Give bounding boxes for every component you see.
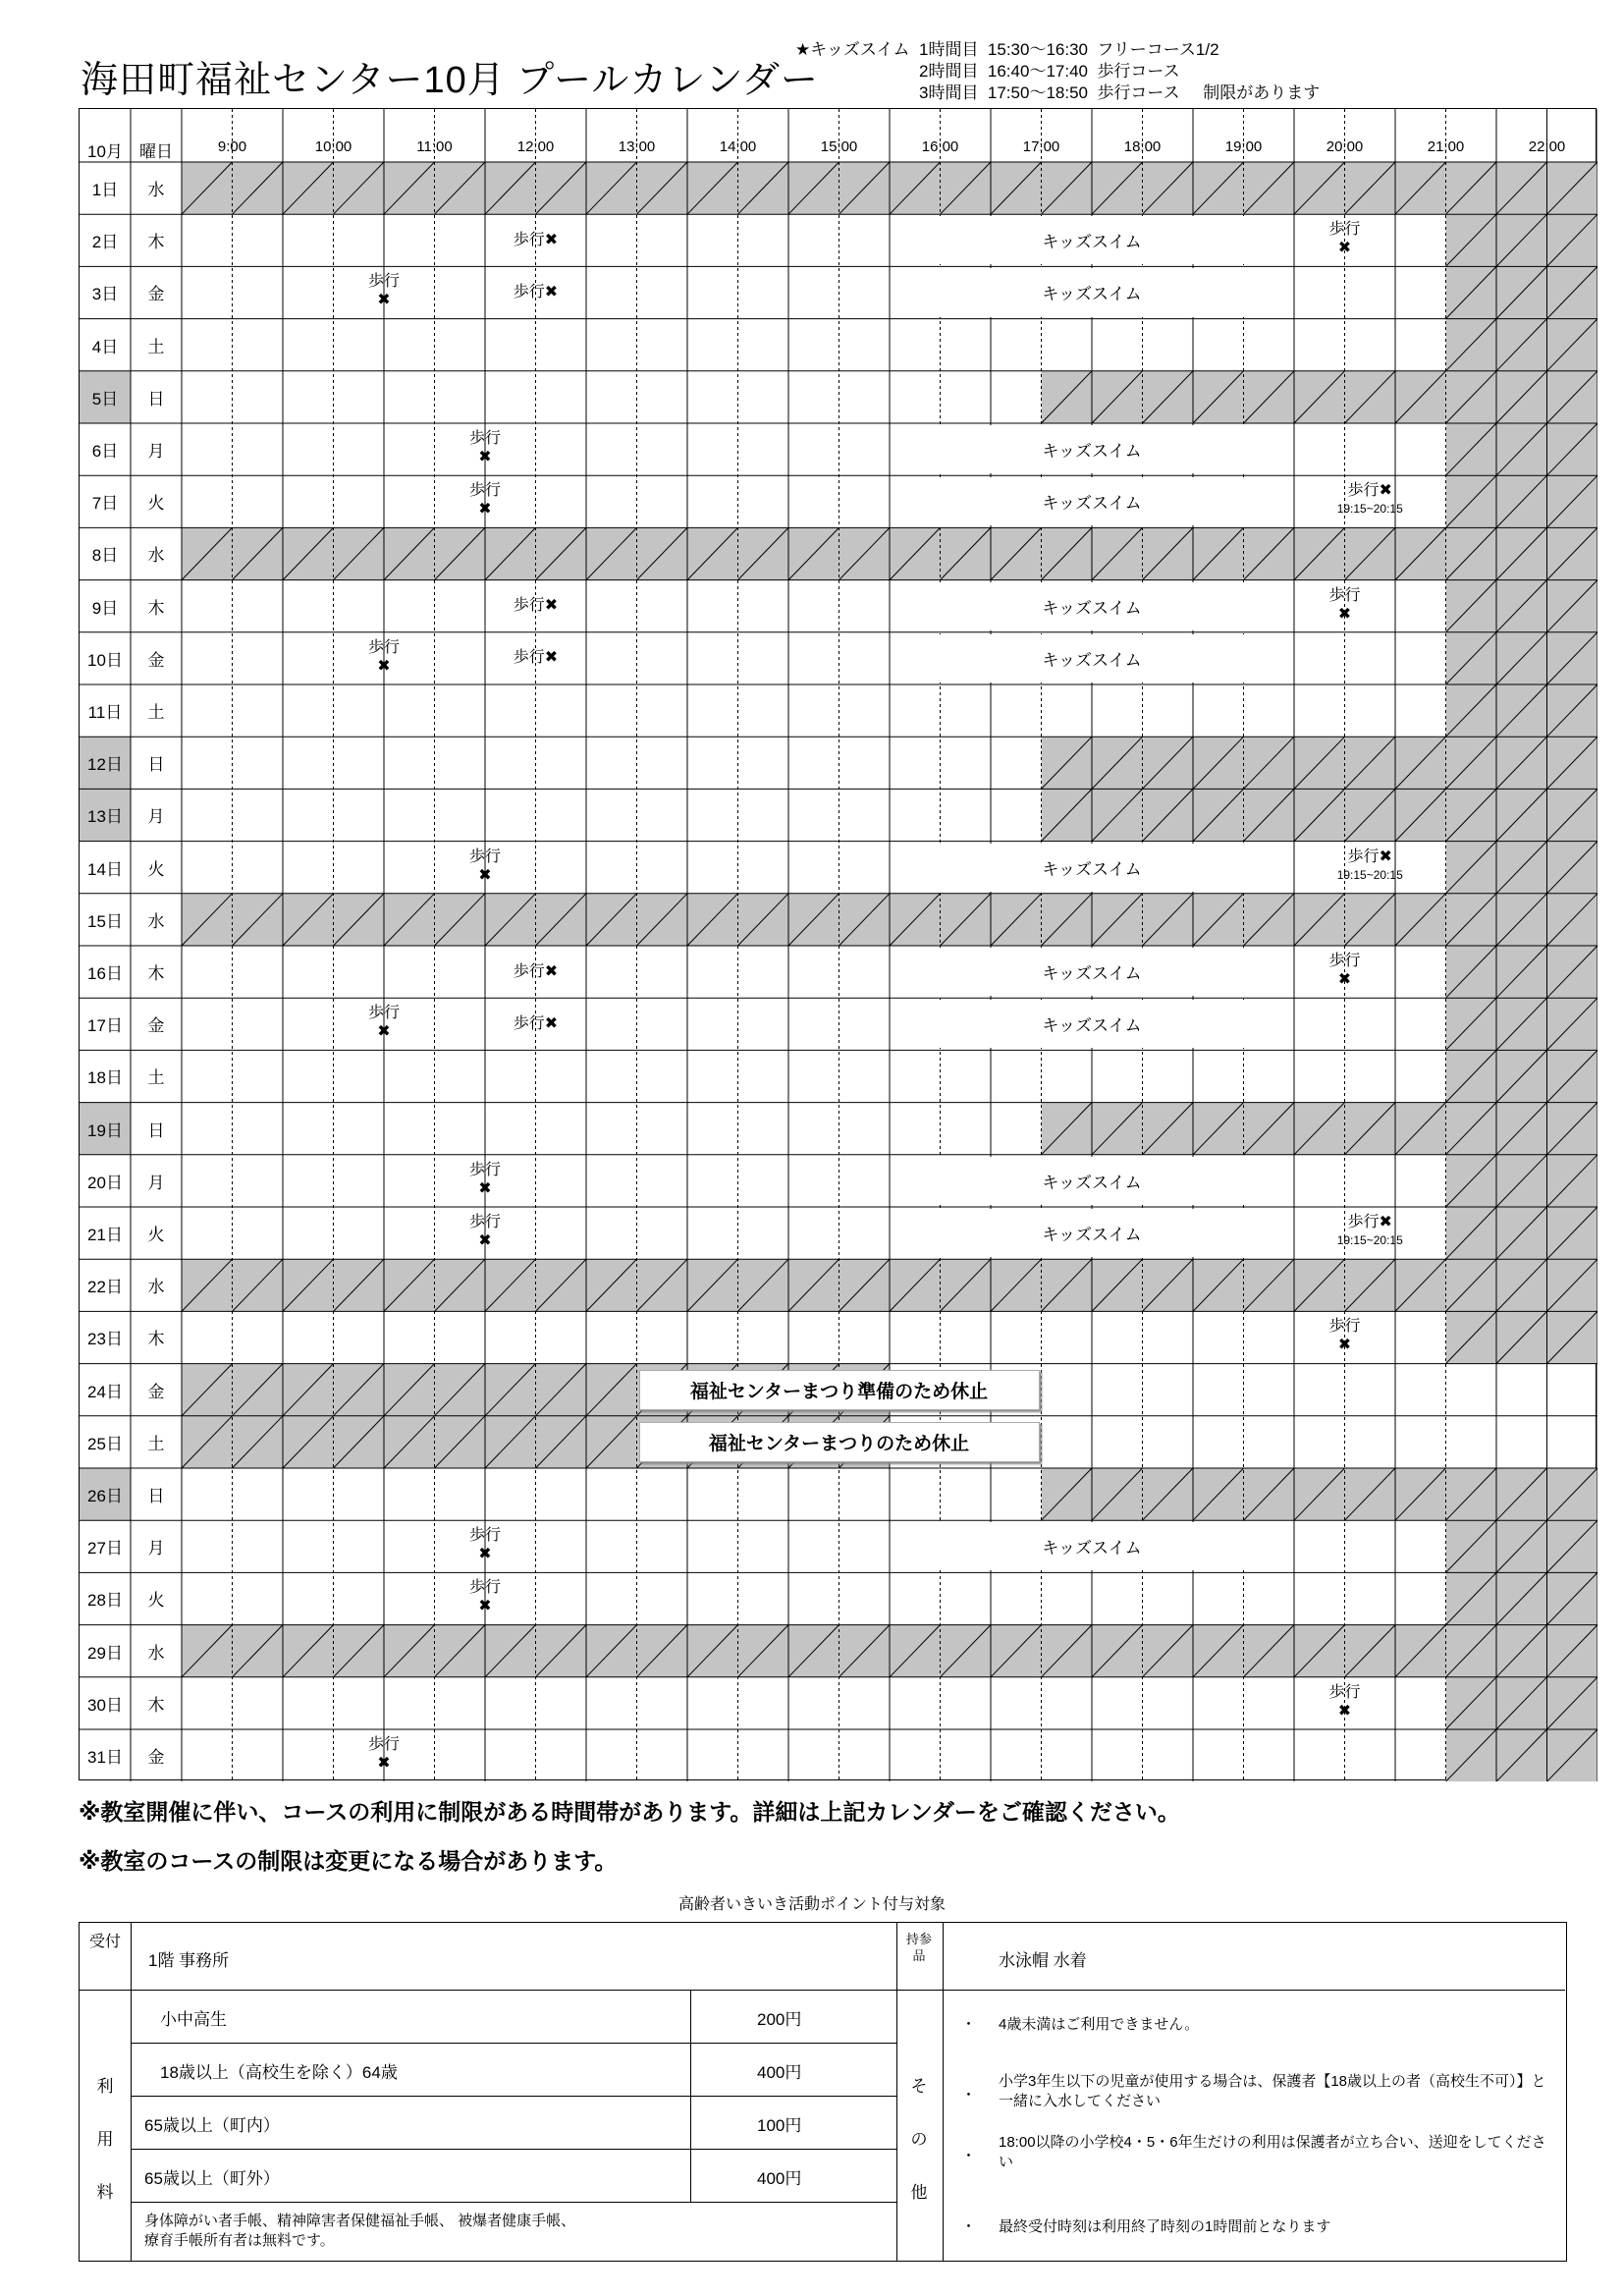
fee-price-senior-in: 100円 xyxy=(757,2116,802,2135)
hour-label: 16:00 xyxy=(921,138,959,155)
day-date: 15日 xyxy=(87,911,123,931)
bullet: ・ xyxy=(961,2016,977,2033)
day-weekday: 木 xyxy=(147,233,165,252)
legend-line-3: 3時間目 17:50～18:50 歩行コース 制限があります xyxy=(919,83,1321,102)
free-note: 身体障がい者手帳、精神障害者保健福祉手帳、 被爆者健康手帳、 療育手帳所有者は無料です。 xyxy=(144,2213,576,2249)
walk-course-mark: 歩行 ✖ xyxy=(367,638,400,675)
day-date: 14日 xyxy=(87,859,123,879)
fee-label-senior-in: 65歳以上（町内） xyxy=(144,2116,280,2135)
page-title: 海田町福祉センター10月 プールカレンダー xyxy=(81,60,819,101)
walk-course-mark: 歩行✖ xyxy=(513,1014,559,1032)
hour-label: 11:00 xyxy=(416,138,453,155)
day-weekday: 土 xyxy=(147,703,165,723)
day-date: 5日 xyxy=(91,389,119,409)
fee-price-senior-out: 400円 xyxy=(757,2169,802,2188)
day-date: 12日 xyxy=(87,755,123,775)
walk-course-mark: 歩行 ✖ xyxy=(1328,586,1361,623)
day-weekday: 金 xyxy=(147,285,165,304)
hour-label: 10:00 xyxy=(314,138,352,155)
day-weekday: 水 xyxy=(147,1643,165,1663)
walk-course-mark: 歩行 ✖ xyxy=(367,273,400,309)
day-weekday: 土 xyxy=(147,1068,165,1088)
other-item: 最終受付時刻は利用終了時刻の1時間前となります xyxy=(999,2218,1331,2235)
pool-calendar xyxy=(79,108,1597,1780)
walk-course-mark: 歩行✖ xyxy=(513,962,559,980)
closure-banner: 福祉センターまつりのため休止 xyxy=(639,1422,1040,1462)
walk-course-mark: 歩行 ✖ xyxy=(468,1161,501,1197)
fee-price-adult: 400円 xyxy=(757,2063,802,2082)
day-date: 9日 xyxy=(91,598,119,618)
reception-value: 1階 事務所 xyxy=(148,1951,230,1970)
day-weekday: 金 xyxy=(147,650,165,670)
day-date: 17日 xyxy=(87,1016,123,1036)
day-date: 13日 xyxy=(87,807,123,827)
day-weekday: 木 xyxy=(147,1695,165,1715)
walk-course-mark: 歩行 ✖ xyxy=(468,847,501,884)
day-date: 11日 xyxy=(87,703,123,723)
day-date: 7日 xyxy=(91,494,119,514)
day-date: 25日 xyxy=(87,1434,123,1453)
walk-course-mark: 歩行 ✖ xyxy=(1328,1683,1361,1720)
info-table xyxy=(79,1922,1567,2262)
note-change: ※教室のコースの制限は変更になる場合があります。 xyxy=(79,1848,618,1874)
walk-course-mark: 歩行 ✖ xyxy=(468,1214,501,1249)
day-weekday: 月 xyxy=(147,807,165,827)
walk-course-mark: 歩行 ✖ xyxy=(367,1005,400,1041)
kids-swim-block: キッズスイム xyxy=(891,1209,1293,1257)
hour-label: 19:00 xyxy=(1224,138,1263,155)
walk-course-mark: 歩行 ✖ xyxy=(468,1579,501,1615)
hour-label: 20:00 xyxy=(1326,138,1364,155)
walk-course-mark: 歩行 ✖ xyxy=(1328,221,1361,257)
hour-label: 14:00 xyxy=(719,138,757,155)
day-date: 30日 xyxy=(87,1695,123,1715)
kids-swim-block: キッズスイム xyxy=(891,1522,1293,1570)
walk-course-mark: 歩行 ✖ xyxy=(367,1736,400,1772)
day-weekday: 月 xyxy=(147,1173,165,1192)
day-weekday: 土 xyxy=(147,1434,165,1453)
fee-label: 利用料 xyxy=(96,2077,114,2202)
day-weekday: 火 xyxy=(147,1591,165,1611)
walk-course-mark: 歩行 ✖ xyxy=(468,482,501,519)
legend-line-2: 2時間目 16:40～17:40 歩行コース xyxy=(919,62,1180,81)
kids-swim-block: キッズスイム xyxy=(891,582,1293,630)
day-weekday: 金 xyxy=(147,1748,165,1768)
walk-course-mark: 歩行✖ 19:15~20:15 xyxy=(1294,481,1446,519)
day-weekday: 火 xyxy=(147,494,165,514)
kids-swim-block: キッズスイム xyxy=(891,1157,1293,1205)
day-weekday: 月 xyxy=(147,1539,165,1558)
calendar-grid xyxy=(80,109,1597,1781)
day-weekday: 金 xyxy=(147,1382,165,1401)
walk-course-mark: 歩行✖ xyxy=(513,649,559,667)
bullet: ・ xyxy=(961,2087,977,2104)
walk-course-mark: 歩行✖ xyxy=(513,284,559,301)
closure-banner: 福祉センターまつり準備のため休止 xyxy=(639,1370,1040,1410)
day-weekday: 木 xyxy=(147,598,165,618)
hour-label: 21:00 xyxy=(1427,138,1465,155)
day-date: 2日 xyxy=(91,233,119,252)
fee-label-adult: 18歳以上（高校生を除く）64歳 xyxy=(160,2063,398,2082)
day-weekday: 火 xyxy=(147,1226,165,1245)
day-date: 27日 xyxy=(87,1539,123,1558)
day-date: 10日 xyxy=(87,650,123,670)
hour-label: 22:00 xyxy=(1528,138,1566,155)
kids-swim-block: キッズスイム xyxy=(891,1000,1293,1048)
hour-label: 17:00 xyxy=(1022,138,1060,155)
walk-course-mark: 歩行 ✖ xyxy=(1328,953,1361,988)
legend-line-1: ★キッズスイム 1時間目 15:30～16:30 フリーコース1/2 xyxy=(795,40,1219,59)
walk-course-mark: 歩行 ✖ xyxy=(468,1527,501,1563)
bring-label: 持参品 xyxy=(906,1932,933,1963)
day-date: 19日 xyxy=(87,1121,123,1140)
day-date: 23日 xyxy=(87,1330,123,1349)
day-date: 3日 xyxy=(91,285,119,304)
day-date: 18日 xyxy=(87,1068,123,1088)
walk-time: 19:15~20:15 xyxy=(1336,867,1403,882)
day-weekday: 日 xyxy=(147,389,165,409)
other-item: 4歳未満はご利用できません。 xyxy=(999,2016,1200,2033)
walk-time: 19:15~20:15 xyxy=(1336,1233,1403,1247)
day-weekday: 土 xyxy=(147,337,165,356)
kids-swim-block: キッズスイム xyxy=(891,268,1293,316)
reception-label: 受付 xyxy=(88,1934,121,1950)
day-weekday: 木 xyxy=(147,964,165,984)
day-date: 24日 xyxy=(87,1382,123,1401)
other-label: その他 xyxy=(910,2077,928,2202)
fee-label-senior-out: 65歳以上（町外） xyxy=(144,2169,280,2188)
kids-swim-block: キッズスイム xyxy=(891,216,1293,264)
note-restriction: ※教室開催に伴い、コースの利用に制限がある時間帯があります。詳細は上記カレンダーをご確認ください。 xyxy=(79,1799,1180,1825)
day-date: 31日 xyxy=(87,1748,123,1768)
kids-swim-block: キッズスイム xyxy=(891,477,1293,525)
day-weekday: 日 xyxy=(147,755,165,775)
hour-label: 12:00 xyxy=(516,138,555,155)
walk-course-mark: 歩行✖ 19:15~20:15 xyxy=(1294,1213,1446,1250)
kids-swim-block: キッズスイム xyxy=(891,844,1293,892)
day-date: 20日 xyxy=(87,1173,123,1192)
day-date: 22日 xyxy=(87,1278,123,1297)
day-weekday: 日 xyxy=(147,1121,165,1140)
hour-label: 18:00 xyxy=(1123,138,1162,155)
kids-swim-legend xyxy=(795,39,1320,104)
walk-course-mark: 歩行✖ xyxy=(513,231,559,248)
day-date: 16日 xyxy=(87,964,123,984)
day-date: 29日 xyxy=(87,1643,123,1663)
weekday-header: 曜日 xyxy=(139,141,173,161)
fee-price-student: 200円 xyxy=(757,2010,802,2029)
hour-label: 15:00 xyxy=(820,138,858,155)
day-weekday: 日 xyxy=(147,1487,165,1506)
walk-course-mark: 歩行 ✖ xyxy=(1328,1318,1361,1354)
month-header: 10月 xyxy=(87,141,123,161)
day-date: 4日 xyxy=(91,337,119,356)
walk-course-mark: 歩行✖ xyxy=(513,597,559,615)
day-weekday: 金 xyxy=(147,1016,165,1036)
kids-swim-block: キッズスイム xyxy=(891,425,1293,473)
kids-swim-block: キッズスイム xyxy=(891,634,1293,683)
walk-course-mark: 歩行 ✖ xyxy=(468,430,501,465)
bullet: ・ xyxy=(961,2148,977,2164)
hour-label: 13:00 xyxy=(618,138,656,155)
day-weekday: 水 xyxy=(147,546,165,566)
day-weekday: 水 xyxy=(147,911,165,931)
kids-swim-block: キッズスイム xyxy=(891,948,1293,996)
fee-label-student: 小中高生 xyxy=(160,2010,227,2029)
bring-value: 水泳帽 水着 xyxy=(999,1951,1087,1970)
walk-time: 19:15~20:15 xyxy=(1336,502,1403,517)
bullet: ・ xyxy=(961,2218,977,2235)
day-date: 6日 xyxy=(91,442,119,462)
day-date: 1日 xyxy=(91,181,119,200)
day-date: 26日 xyxy=(87,1487,123,1506)
other-item: 18:00以降の小学校4・5・6年生だけの利用は保護者が立ち合い、送迎をしてください xyxy=(999,2134,1546,2170)
day-weekday: 火 xyxy=(147,859,165,879)
day-weekday: 木 xyxy=(147,1330,165,1349)
day-date: 21日 xyxy=(87,1226,123,1245)
day-weekday: 水 xyxy=(147,181,165,200)
day-date: 8日 xyxy=(91,546,119,566)
walk-course-mark: 歩行✖ 19:15~20:15 xyxy=(1294,847,1446,885)
day-weekday: 月 xyxy=(147,442,165,462)
day-weekday: 水 xyxy=(147,1278,165,1297)
points-note: 高齢者いきいき活動ポイント付与対象 xyxy=(677,1896,946,1913)
other-item: 小学3年生以下の児童が使用する場合は、保護者【18歳以上の者（高校生不可）】と一緒に入水してください xyxy=(999,2073,1546,2109)
day-date: 28日 xyxy=(87,1591,123,1611)
hour-label: 9:00 xyxy=(217,138,247,155)
